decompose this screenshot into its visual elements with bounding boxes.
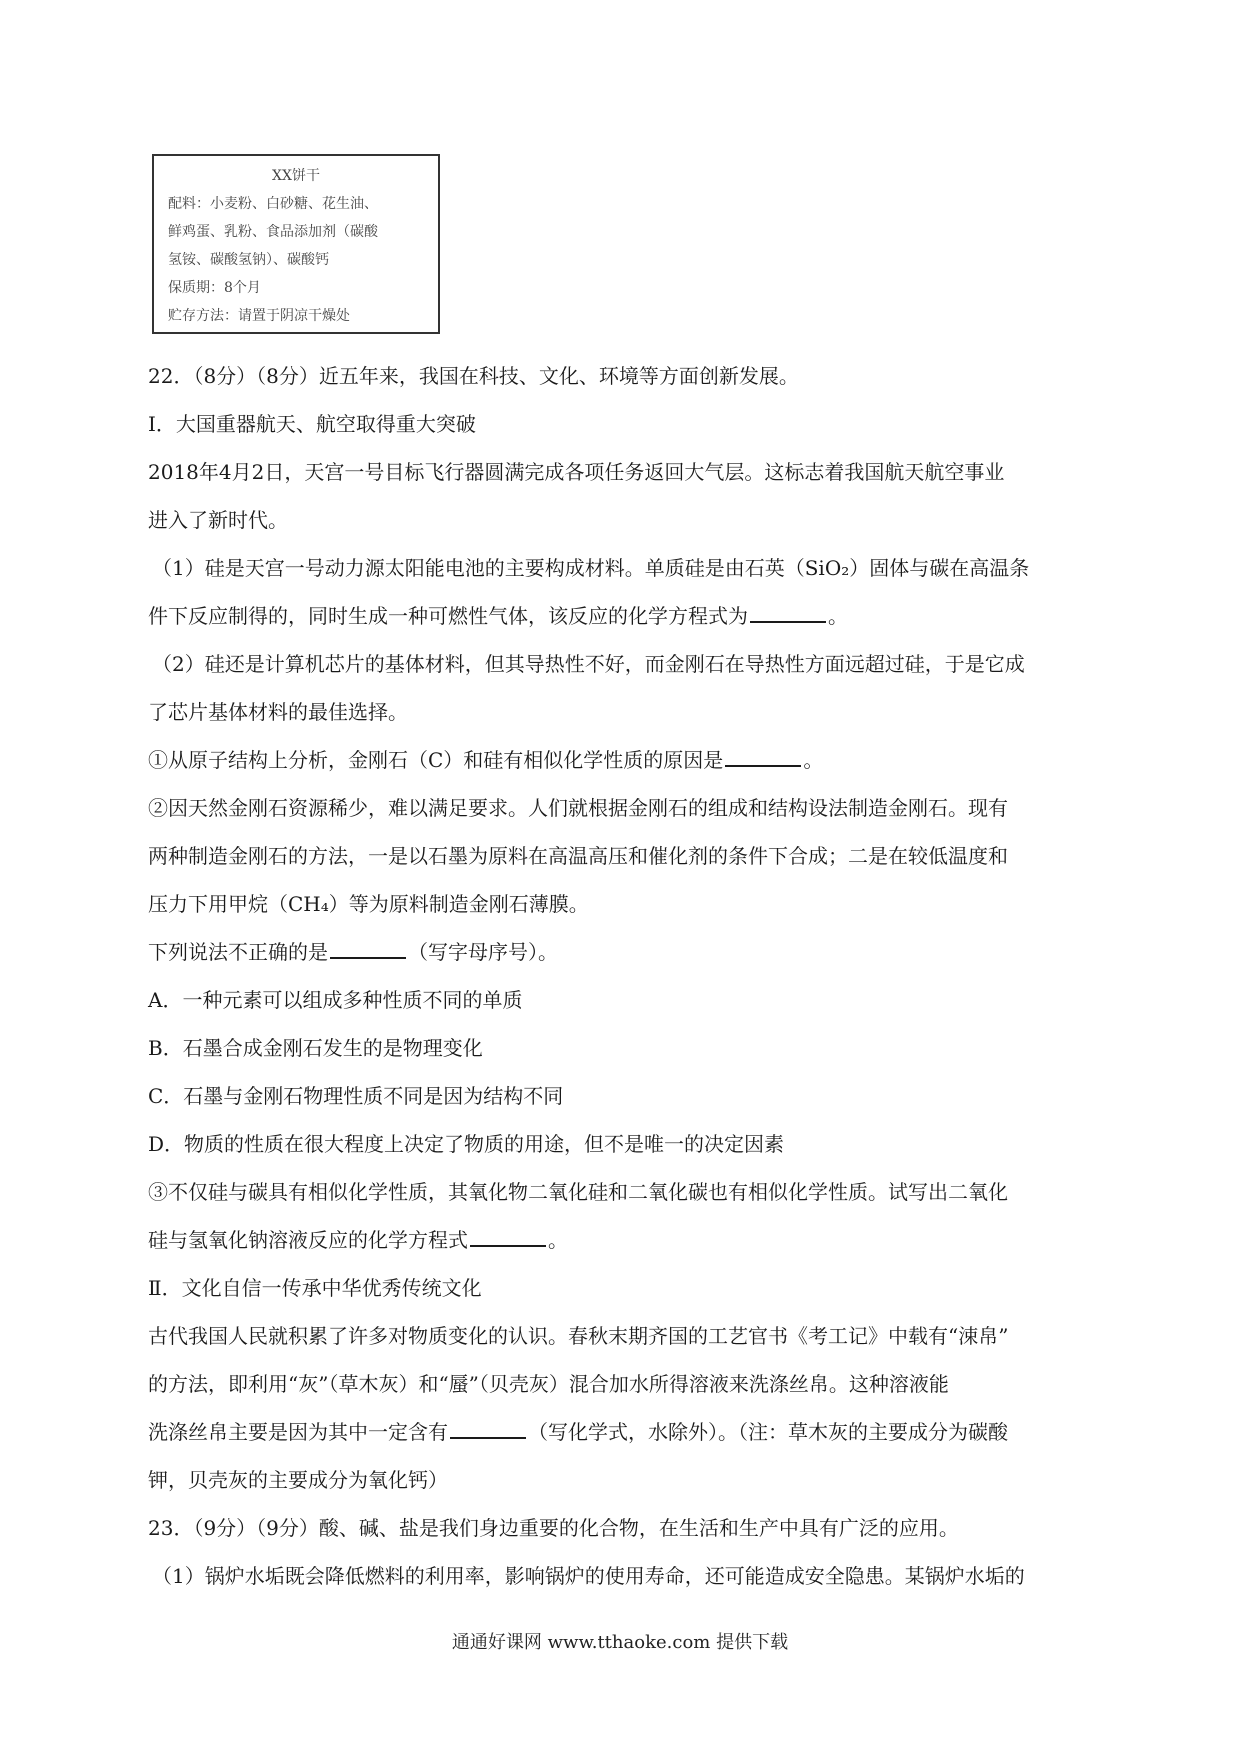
product-label-image bbox=[152, 154, 440, 334]
q22-heading: 22．（8分）（8分）近五年来，我国在科技、文化、环境等方面创新发展。 bbox=[148, 364, 799, 388]
sub-question-2-prompt: 下列说法不正确的是 （写字母序号）。 bbox=[148, 928, 1098, 976]
part-2-line: （2）硅还是计算机芯片的基体材料，但其导热性不好，而金刚石在导热性方面远超过硅，于是它成 bbox=[152, 652, 1025, 676]
option-a: A．一种元素可以组成多种性质不同的单质 bbox=[148, 988, 523, 1012]
option-c: C．石墨与金刚石物理性质不同是因为结构不同 bbox=[148, 1084, 564, 1108]
label-line: 保质期：8个月 bbox=[168, 280, 261, 296]
part-2-line: 了芯片基体材料的最佳选择。 bbox=[148, 700, 408, 724]
label-line: 配料：小麦粉、白砂糖、花生油、 bbox=[168, 196, 378, 212]
answer-blank[interactable] bbox=[330, 935, 406, 959]
label-title: XX饼干 bbox=[272, 168, 320, 184]
answer-blank[interactable] bbox=[450, 1415, 526, 1439]
section-2-line: 钾，贝壳灰的主要成分为氧化钙） bbox=[148, 1468, 448, 1492]
question-content bbox=[148, 352, 1098, 1600]
label-line: 贮存方法：请置于阴凉干燥处 bbox=[168, 308, 350, 324]
sub-question-2: ②因天然金刚石资源稀少，难以满足要求。人们就根据金刚石的组成和结构设法制造金刚石。现有 bbox=[148, 796, 1008, 820]
sub-question-3: 硅与氢氧化钠溶液反应的化学方程式 。 bbox=[148, 1216, 1098, 1264]
option-b: B．石墨合成金刚石发生的是物理变化 bbox=[148, 1036, 483, 1060]
answer-blank[interactable] bbox=[725, 743, 801, 767]
answer-blank[interactable] bbox=[470, 1223, 546, 1247]
section-2-line: 古代我国人民就积累了许多对物质变化的认识。春秋末期齐国的工艺官书《考工记》中载有“涑帛” bbox=[148, 1324, 1009, 1348]
intro-line: 进入了新时代。 bbox=[148, 508, 288, 532]
section-2-line: 的方法，即利用“灰”（草木灰）和“蜃”（贝壳灰）混合加水所得溶液来洗涤丝帛。这种溶液能 bbox=[148, 1372, 949, 1396]
section-2-line: 洗涤丝帛主要是因为其中一定含有 （写化学式，水除外）。（注：草木灰的主要成分为碳酸 bbox=[148, 1408, 1098, 1456]
sub-question-2: 压力下用甲烷（CH₄）等为原料制造金刚石薄膜。 bbox=[148, 892, 589, 916]
q23-heading: 23．（9分）（9分）酸、碱、盐是我们身边重要的化合物，在生活和生产中具有广泛的应用。 bbox=[148, 1516, 959, 1540]
label-line: 鲜鸡蛋、乳粉、食品添加剂（碳酸 bbox=[168, 224, 378, 240]
page-footer: 通通好课网 www.tthaoke.com 提供下载 bbox=[451, 1632, 789, 1653]
sub-question-1: ①从原子结构上分析，金刚石（C）和硅有相似化学性质的原因是 。 bbox=[148, 736, 1098, 784]
part-1-line: （1）硅是天宫一号动力源太阳能电池的主要构成材料。单质硅是由石英（SiO₂）固体与碳在高温条 bbox=[152, 556, 1030, 580]
sub-question-2: 两种制造金刚石的方法，一是以石墨为原料在高温高压和催化剂的条件下合成；二是在较低温度和 bbox=[148, 844, 1008, 868]
intro-line: 2018年4月2日，天宫一号目标飞行器圆满完成各项任务返回大气层。这标志着我国航天航空事业 bbox=[148, 460, 1005, 484]
section-1-title: I．大国重器航天、航空取得重大突破 bbox=[148, 412, 476, 436]
sub-question-3: ③不仅硅与碳具有相似化学性质，其氧化物二氧化硅和二氧化碳也有相似化学性质。试写出二氧化 bbox=[148, 1180, 1008, 1204]
q23-part-1: （1）锅炉水垢既会降低燃料的利用率，影响锅炉的使用寿命，还可能造成安全隐患。某锅炉水垢的 bbox=[152, 1564, 1025, 1588]
section-2-title: Ⅱ．文化自信一传承中华优秀传统文化 bbox=[148, 1276, 482, 1300]
answer-blank[interactable] bbox=[750, 599, 826, 623]
part-1-line: 件下反应制得的，同时生成一种可燃性气体，该反应的化学方程式为 。 bbox=[148, 592, 1098, 640]
option-d: D．物质的性质在很大程度上决定了物质的用途，但不是唯一的决定因素 bbox=[148, 1132, 785, 1156]
label-line: 氢铵、碳酸氢钠）、碳酸钙 bbox=[168, 252, 329, 268]
